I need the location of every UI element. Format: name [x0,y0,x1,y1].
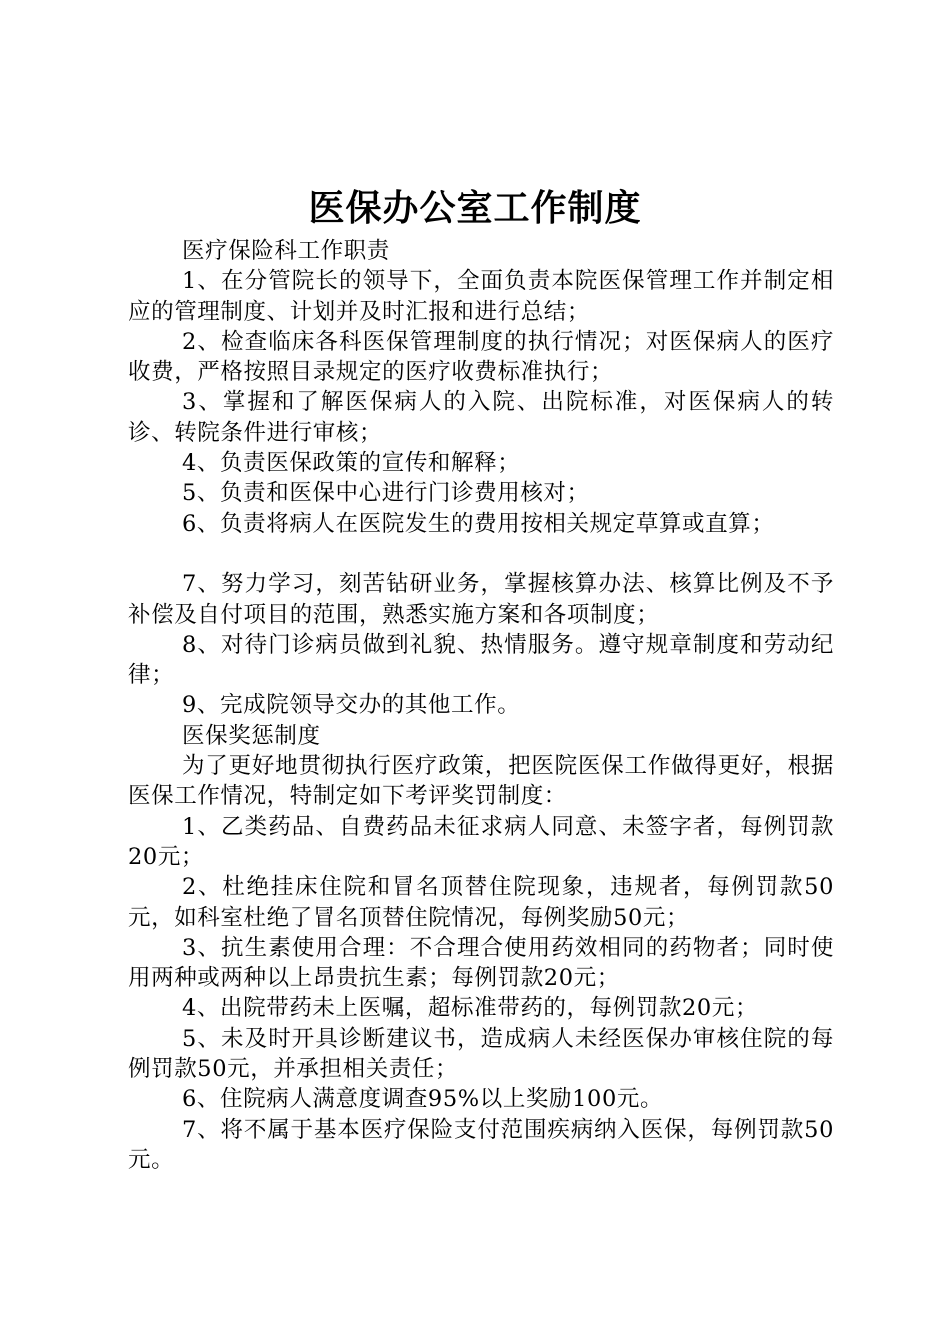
duty-item-1: 1、在分管院长的领导下，全面负责本院医保管理工作并制定相应的管理制度、计划并及时汇报和进行总结； [128,268,834,325]
duty-item-7: 7、努力学习，刻苦钻研业务，掌握核算办法、核算比例及不予补偿及自付项目的范围，熟悉实施方案和各项制度； [128,571,834,628]
rule-item-3: 3、抗生素使用合理：不合理合使用药效相同的药物者；同时使用两种或两种以上昂贵抗生素；每例罚款20元； [128,934,834,992]
rule-item-6: 6、住院病人满意度调查95%以上奖励100元。 [182,1086,664,1113]
document-title: 医保办公室工作制度 [308,187,642,229]
blank-line [128,539,834,569]
duty-item-8: 8、对待门诊病员做到礼貌、热情服务。遵守规章制度和劳动纪律； [128,631,834,689]
section-heading-duties: 医疗保险科工作职责 [182,238,390,264]
document-body [128,236,834,1175]
rewards-intro: 为了更好地贯彻执行医疗政策，把医院医保工作做得更好，根据医保工作情况，特制定如下考评奖罚制度： [128,753,834,810]
duty-item-3: 3、掌握和了解医保病人的入院、出院标准，对医保病人的转诊、转院条件进行审核； [128,389,834,446]
duty-item-5: 5、负责和医保中心进行门诊费用核对； [182,480,590,507]
duty-item-6: 6、负责将病人在医院发生的费用按相关规定草算或直算； [182,510,775,537]
rule-item-4: 4、出院带药未上医嘱，超标准带药的，每例罚款20元； [182,995,759,1022]
duty-item-9: 9、完成院领导交办的其他工作。 [182,692,521,719]
rule-item-1: 1、乙类药品、自费药品未征求病人同意、未签字者，每例罚款20元； [128,813,834,870]
section-heading-rewards: 医保奖惩制度 [182,722,321,749]
rule-item-5: 5、未及时开具诊断建议书，造成病人未经医保办审核住院的每例罚款50元，并承担相关责任； [128,1025,834,1083]
duty-item-2: 2、检查临床各科医保管理制度的执行情况；对医保病人的医疗收费，严格按照目录规定的医疗收费标准执行； [128,328,834,386]
rule-item-7: 7、将不属于基本医疗保险支付范围疾病纳入医保，每例罚款50元。 [128,1116,834,1173]
rule-item-2: 2、杜绝挂床住院和冒名顶替住院现象，违规者，每例罚款50元，如科室杜绝了冒名顶替住院情况，每例奖励50元； [128,874,834,931]
duty-item-4: 4、负责医保政策的宣传和解释； [182,450,521,477]
